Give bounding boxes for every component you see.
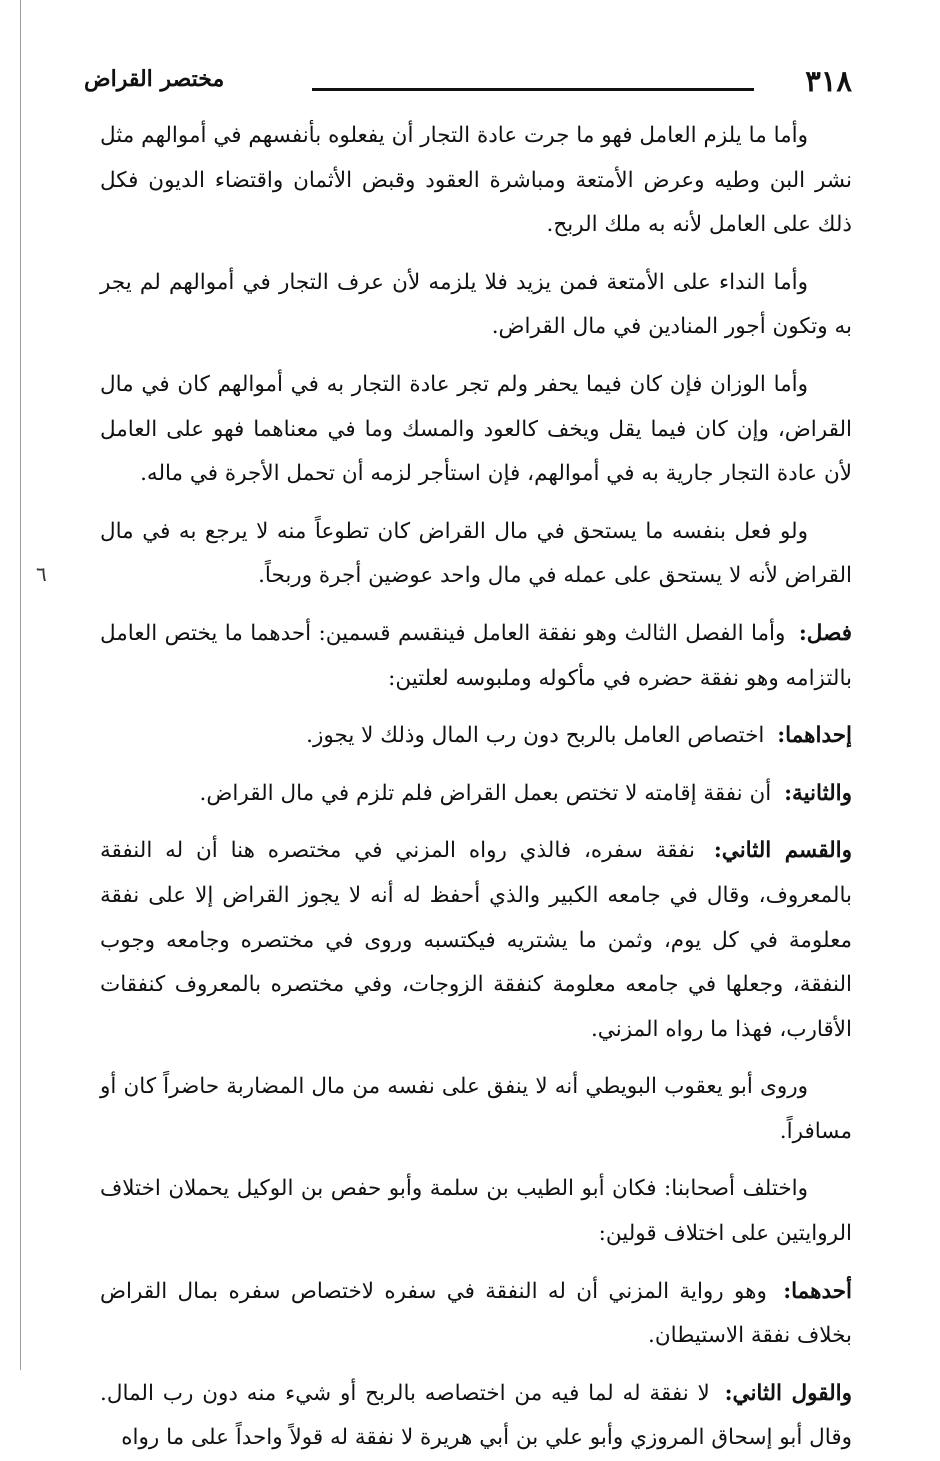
paragraph-text: وهو رواية المزني أن له النفقة في سفره لاختصاص سفره بمال القراض بخلاف نفقة الاستيطان. <box>100 1278 852 1349</box>
page-header <box>84 62 852 102</box>
paragraph <box>100 714 852 759</box>
paragraph-text: ولو فعل بنفسه ما يستحق في مال القراض كان تطوعاً منه لا يرجع به في مال القراض لأنه لا يستحق على عمله في مال واحد عوضين أجرة وربحاً. <box>100 518 852 589</box>
paragraph <box>100 363 852 497</box>
paragraph <box>100 1065 852 1154</box>
paragraph <box>100 829 852 1052</box>
paragraph-lead: والقول الثاني: <box>724 1380 852 1406</box>
paragraph <box>100 772 852 817</box>
left-margin-rule <box>20 0 21 1370</box>
paragraph <box>100 612 852 701</box>
paragraph-lead: فصل: <box>798 620 852 646</box>
paragraph <box>100 1167 852 1256</box>
paragraph-lead: إحداهما: <box>777 723 852 749</box>
running-title: مختصر القراض <box>84 66 225 92</box>
paragraph-text: وأما الوزان فإن كان فيما يحفر ولم تجر عادة التجار به في أموالهم كان في مال القراض، وإن كان فيما يقل ويخف كالعود والمسك وما في معناهما فهو على العامل لأن عادة التجار جارية به في أموالهم، فإن استأجر لزمه أن تحمل الأجرة في ماله. <box>100 371 852 487</box>
paragraph-text: لا نفقة له لما فيه من اختصاصه بالربح أو شيء منه دون رب المال. وقال أبو إسحاق المروزي وأبو علي بن أبي هريرة لا نفقة له قولاً واحداً على ما رواه <box>100 1380 852 1451</box>
paragraph-text: وروى أبو يعقوب البويطي أنه لا ينفق على نفسه من مال المضاربة حاضراً كان أو مسافراً. <box>100 1074 852 1144</box>
paragraph-lead: أحدهما: <box>783 1278 852 1304</box>
paragraph <box>100 510 852 599</box>
paragraph <box>100 261 852 350</box>
paragraph-text: وأما ما يلزم العامل فهو ما جرت عادة التجار أن يفعلوه بأنفسهم في أموالهم مثل نشر البن وطيه وعرض الأمتعة ومباشرة العقود وقبض الأثمان واقتضاء الديون فكل ذلك على العامل لأنه به ملك الربح. <box>100 123 852 238</box>
margin-mark: ٦ <box>36 562 47 586</box>
paragraph-text: نفقة سفره، فالذي رواه المزني في مختصره هنا أن له النفقة بالمعروف، وقال في جامعه الكبير والذي أحفظ له أنه لا يجوز القراض إلا على نفقة معلومة في كل يوم، وثمن ما يشتريه فيكتسبه وروى في مختصره وجامعه وجوب النفقة، وجعلها في جامعه معلومة كنفقة الزوجات، وفي مختصره بالمعروف كنفقات الأقارب، فهذا ما رواه المزني. <box>100 838 852 1042</box>
header-rule <box>312 88 754 91</box>
paragraph <box>100 1270 852 1359</box>
paragraph <box>100 114 852 248</box>
paragraph-lead: والثانية: <box>784 780 852 806</box>
paragraph-text: اختصاص العامل بالربح دون رب المال وذلك لا يجوز. <box>306 723 765 749</box>
paragraph-lead: والقسم الثاني: <box>713 838 852 864</box>
paragraph <box>100 1372 852 1461</box>
paragraph-text: أن نفقة إقامته لا تختص بعمل القراض فلم تلزم في مال القراض. <box>199 780 772 806</box>
page-body <box>100 114 852 1461</box>
page-number: ٣١٨ <box>805 64 852 98</box>
paragraph-text: وأما النداء على الأمتعة فمن يزيد فلا يلزمه لأن عرف التجار في أموالهم لم يجر به وتكون أجور المنادين في مال القراض. <box>100 269 852 340</box>
paragraph-text: وأما الفصل الثالث وهو نفقة العامل فينقسم قسمين: أحدهما ما يختص العامل بالتزامه وهو نفقة حضره في مأكوله وملبوسه لعلتين: <box>100 620 852 691</box>
paragraph-text: واختلف أصحابنا: فكان أبو الطيب بن سلمة وأبو حفص بن الوكيل يحملان اختلاف الروايتين على اختلاف قولين: <box>100 1176 852 1247</box>
